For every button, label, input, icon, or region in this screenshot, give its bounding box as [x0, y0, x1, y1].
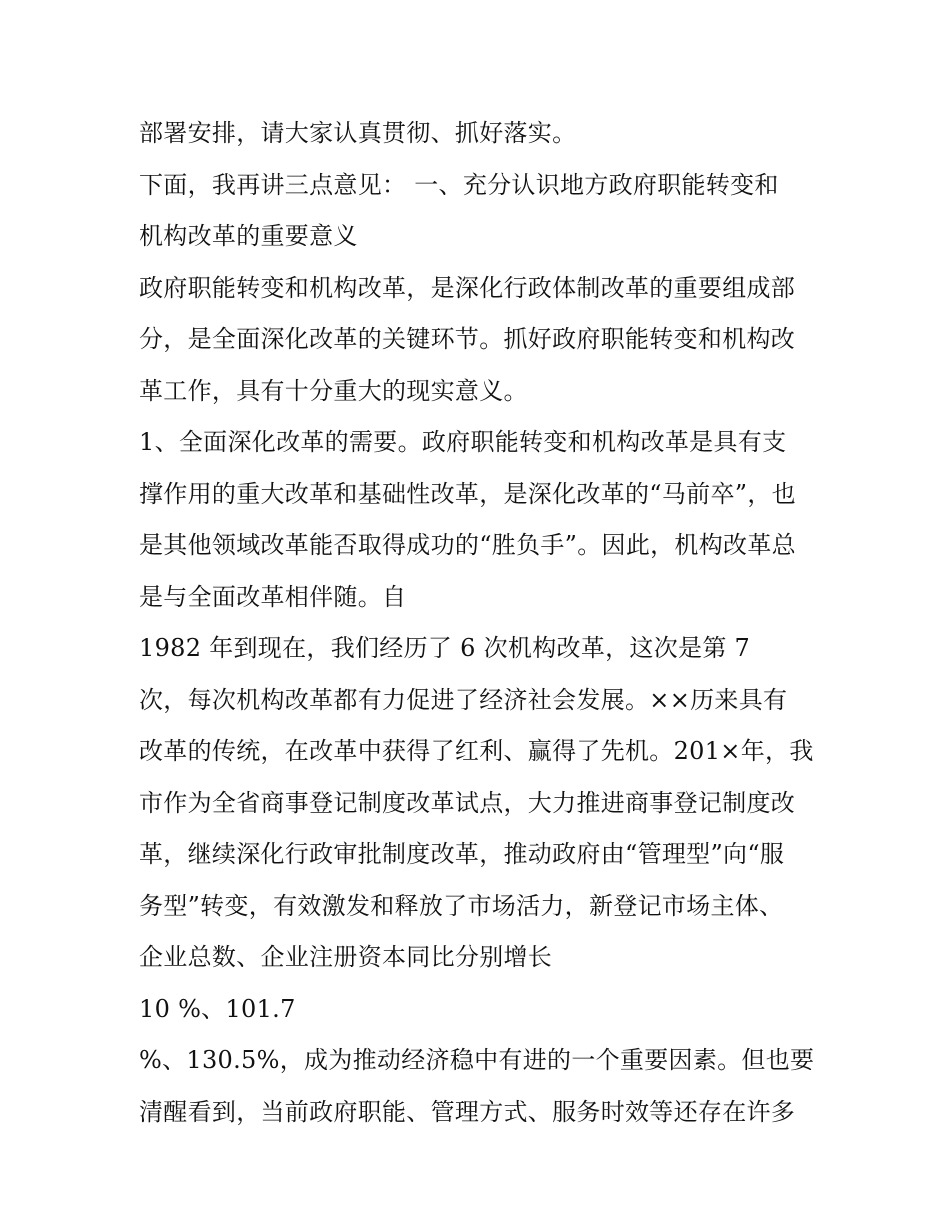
text-line: 企业总数、企业注册资本同比分别增长 — [139, 943, 553, 971]
text-line: 次，每次机构改革都有力促进了经济社会发展。××历来具有 — [139, 685, 788, 714]
body-text — [139, 108, 829, 1138]
text-line: 改革的传统，在改革中获得了红利、赢得了先机。201×年，我 — [139, 737, 814, 765]
text-line: 10 %、101.7 — [139, 994, 296, 1023]
text-line: 部署安排，请大家认真贯彻、抓好落实。 — [139, 119, 577, 147]
text-line: 1982 年到现在，我们经历了 6 次机构改革，这次是第 7 — [139, 634, 751, 662]
text-line: 政府职能转变和机构改革，是深化行政体制改革的重要组成部 — [139, 273, 796, 302]
text-line: %、130.5%，成为推动经济稳中有进的一个重要因素。但也要 — [139, 1046, 815, 1074]
text-line: 是与全面改革相伴随。自 — [139, 582, 407, 611]
text-line: 分，是全面深化改革的关键环节。抓好政府职能转变和机构改 — [139, 325, 796, 353]
text-line: 革工作，具有十分重大的现实意义。 — [139, 376, 528, 405]
text-line: 革，继续深化行政审批制度改革，推动政府由“管理型”向“服 — [139, 840, 785, 868]
text-line: 市作为全省商事登记制度改革试点，大力推进商事登记制度改 — [139, 788, 796, 817]
text-line: 下面，我再讲三点意见： 一、充分认识地方政府职能转变和 — [139, 170, 779, 199]
text-line: 是其他领域改革能否取得成功的“胜负手”。因此，机构改革总 — [139, 531, 796, 559]
text-line: 撑作用的重大改革和基础性改革，是深化改革的“马前卒”，也 — [139, 479, 796, 508]
text-line: 1、全面深化改革的需要。政府职能转变和机构改革是具有支 — [139, 428, 787, 456]
text-line: 机构改革的重要意义 — [139, 222, 358, 250]
text-line: 清醒看到，当前政府职能、管理方式、服务时效等还存在许多 — [139, 1097, 796, 1126]
text-line: 务型”转变，有效激发和释放了市场活力，新登记市场主体、 — [139, 891, 784, 920]
